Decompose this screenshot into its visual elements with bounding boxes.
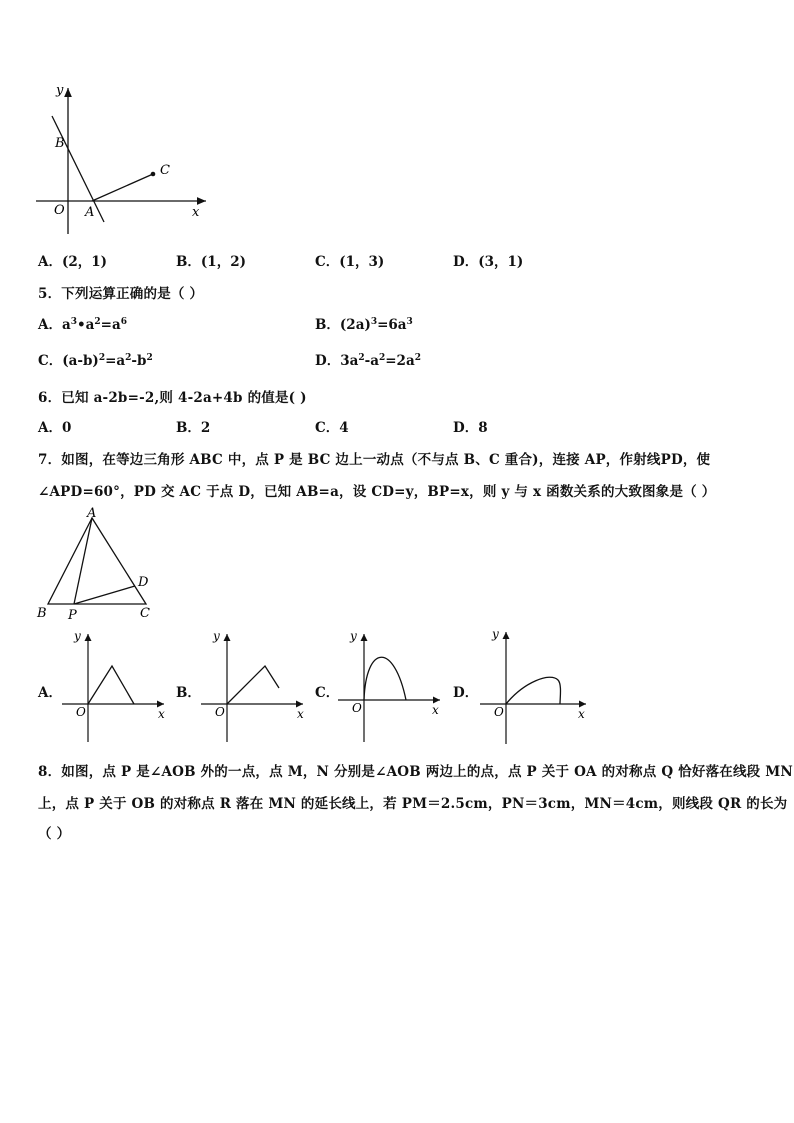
point-c xyxy=(151,172,156,177)
q5-a-exp1: 3 xyxy=(70,317,77,327)
q4-option-d[interactable]: D．(3，1) xyxy=(453,254,524,270)
q7-graph-a[interactable] xyxy=(58,624,170,744)
q5-option-d[interactable] xyxy=(315,349,421,369)
triangle-abc xyxy=(48,518,146,604)
label-c: C xyxy=(160,163,170,178)
label-p: P xyxy=(68,608,77,623)
label-y: y xyxy=(492,627,499,641)
label-x: x xyxy=(297,707,304,721)
q5-a-mid: •a xyxy=(77,317,95,333)
label-o: O xyxy=(352,701,362,715)
label-o: O xyxy=(215,705,225,719)
curve xyxy=(506,677,561,704)
q5-c-exp2: 2 xyxy=(125,353,132,363)
curve xyxy=(364,657,406,700)
q8-stem-line2: 上，点 P 关于 OB 的对称点 R 落在 MN 的延长线上，若 PM＝2.5cm，PN＝3cm，MN＝4cm，则线段 QR 的长为 xyxy=(38,796,788,812)
curve xyxy=(227,666,279,704)
q6-option-c[interactable]: C．4 xyxy=(315,420,349,436)
label-a: A xyxy=(85,205,95,220)
q5-stem: 5．下列运算正确的是（ ） xyxy=(38,286,204,302)
segment-pd xyxy=(74,586,135,604)
label-y: y xyxy=(213,629,220,643)
label-y: y xyxy=(74,629,81,643)
label-b: B xyxy=(55,136,65,151)
q7-graph-b[interactable] xyxy=(197,624,309,744)
q7-option-b[interactable]: B． xyxy=(176,685,201,701)
q8-stem-line1: 8．如图，点 P 是∠AOB 外的一点，点 M，N 分别是∠AOB 两边上的点，点 P 关于 OA 的对称点 Q 恰好落在线段 MN xyxy=(38,764,793,780)
q5-c-base: C．(a-b) xyxy=(38,353,99,369)
q7-stem-line2: ∠APD=60°，PD 交 AC 于点 D，已知 AB=a，设 CD=y，BP=x，则 y 与 x 函数关系的大致图象是（ ） xyxy=(38,484,716,500)
label-x: x xyxy=(432,703,439,717)
q5-d-base: D．3a xyxy=(315,353,359,369)
q5-a-base: A．a xyxy=(38,317,71,333)
q5-d-exp3: 2 xyxy=(414,353,421,363)
q5-b-eq: =6a xyxy=(377,317,407,333)
q6-option-b[interactable]: B．2 xyxy=(176,420,211,436)
q5-c-rest: -b xyxy=(131,353,147,369)
label-b: B xyxy=(37,606,47,621)
q5-d-mid: -a xyxy=(364,353,379,369)
q5-c-eq: =a xyxy=(105,353,126,369)
q5-a-eq: =a xyxy=(100,317,121,333)
q7-option-d[interactable]: D． xyxy=(453,685,479,701)
q4-option-a[interactable]: A．(2，1) xyxy=(38,254,108,270)
segment-ap xyxy=(74,518,92,604)
q7-graph-c[interactable] xyxy=(334,624,446,744)
q6-stem: 6．已知 a-2b=-2,则 4-2a+4b 的值是( ) xyxy=(38,390,307,406)
q5-option-a[interactable] xyxy=(38,313,127,333)
q5-b-base: B．(2a) xyxy=(315,317,371,333)
segment-ac xyxy=(92,174,153,201)
label-y: y xyxy=(350,629,357,643)
q7-option-c[interactable]: C． xyxy=(315,685,340,701)
q5-d-exp2: 2 xyxy=(378,353,386,363)
q5-c-exp1: 2 xyxy=(98,353,106,363)
q5-option-b[interactable] xyxy=(315,313,413,333)
label-x: x xyxy=(578,707,585,721)
label-c: C xyxy=(140,606,150,621)
q7-option-a[interactable]: A． xyxy=(38,685,62,701)
q5-b-exp1: 3 xyxy=(370,317,378,327)
q7-graph-d[interactable] xyxy=(476,622,592,746)
q5-b-exp2: 3 xyxy=(406,317,413,327)
label-x: x xyxy=(192,205,200,220)
label-o: O xyxy=(76,705,86,719)
q4-option-c[interactable]: C．(1，3) xyxy=(315,254,385,270)
q5-option-c[interactable] xyxy=(38,349,153,369)
label-x: x xyxy=(158,707,165,721)
q8-stem-line3: （ ） xyxy=(38,826,71,842)
label-o: O xyxy=(494,705,504,719)
q7-triangle-figure xyxy=(34,506,159,624)
q7-stem-line1: 7．如图，在等边三角形 ABC 中，点 P 是 BC 边上一动点（不与点 B、C 重合)，连接 AP，作射线PD，使 xyxy=(38,452,711,468)
q5-a-exp3: 6 xyxy=(120,317,127,327)
q5-c-exp3: 2 xyxy=(146,353,153,363)
q5-d-exp1: 2 xyxy=(358,353,365,363)
q6-option-a[interactable]: A．0 xyxy=(38,420,72,436)
q4-option-b[interactable]: B．(1，2) xyxy=(176,254,246,270)
label-y: y xyxy=(56,83,64,98)
q4-coordinate-figure xyxy=(30,78,215,238)
label-d: D xyxy=(138,575,149,590)
q5-a-exp2: 2 xyxy=(94,317,101,327)
label-o: O xyxy=(54,203,65,218)
q5-d-eq: =2a xyxy=(385,353,415,369)
curve xyxy=(88,666,134,704)
label-a: A xyxy=(87,506,97,521)
q6-option-d[interactable]: D．8 xyxy=(453,420,488,436)
